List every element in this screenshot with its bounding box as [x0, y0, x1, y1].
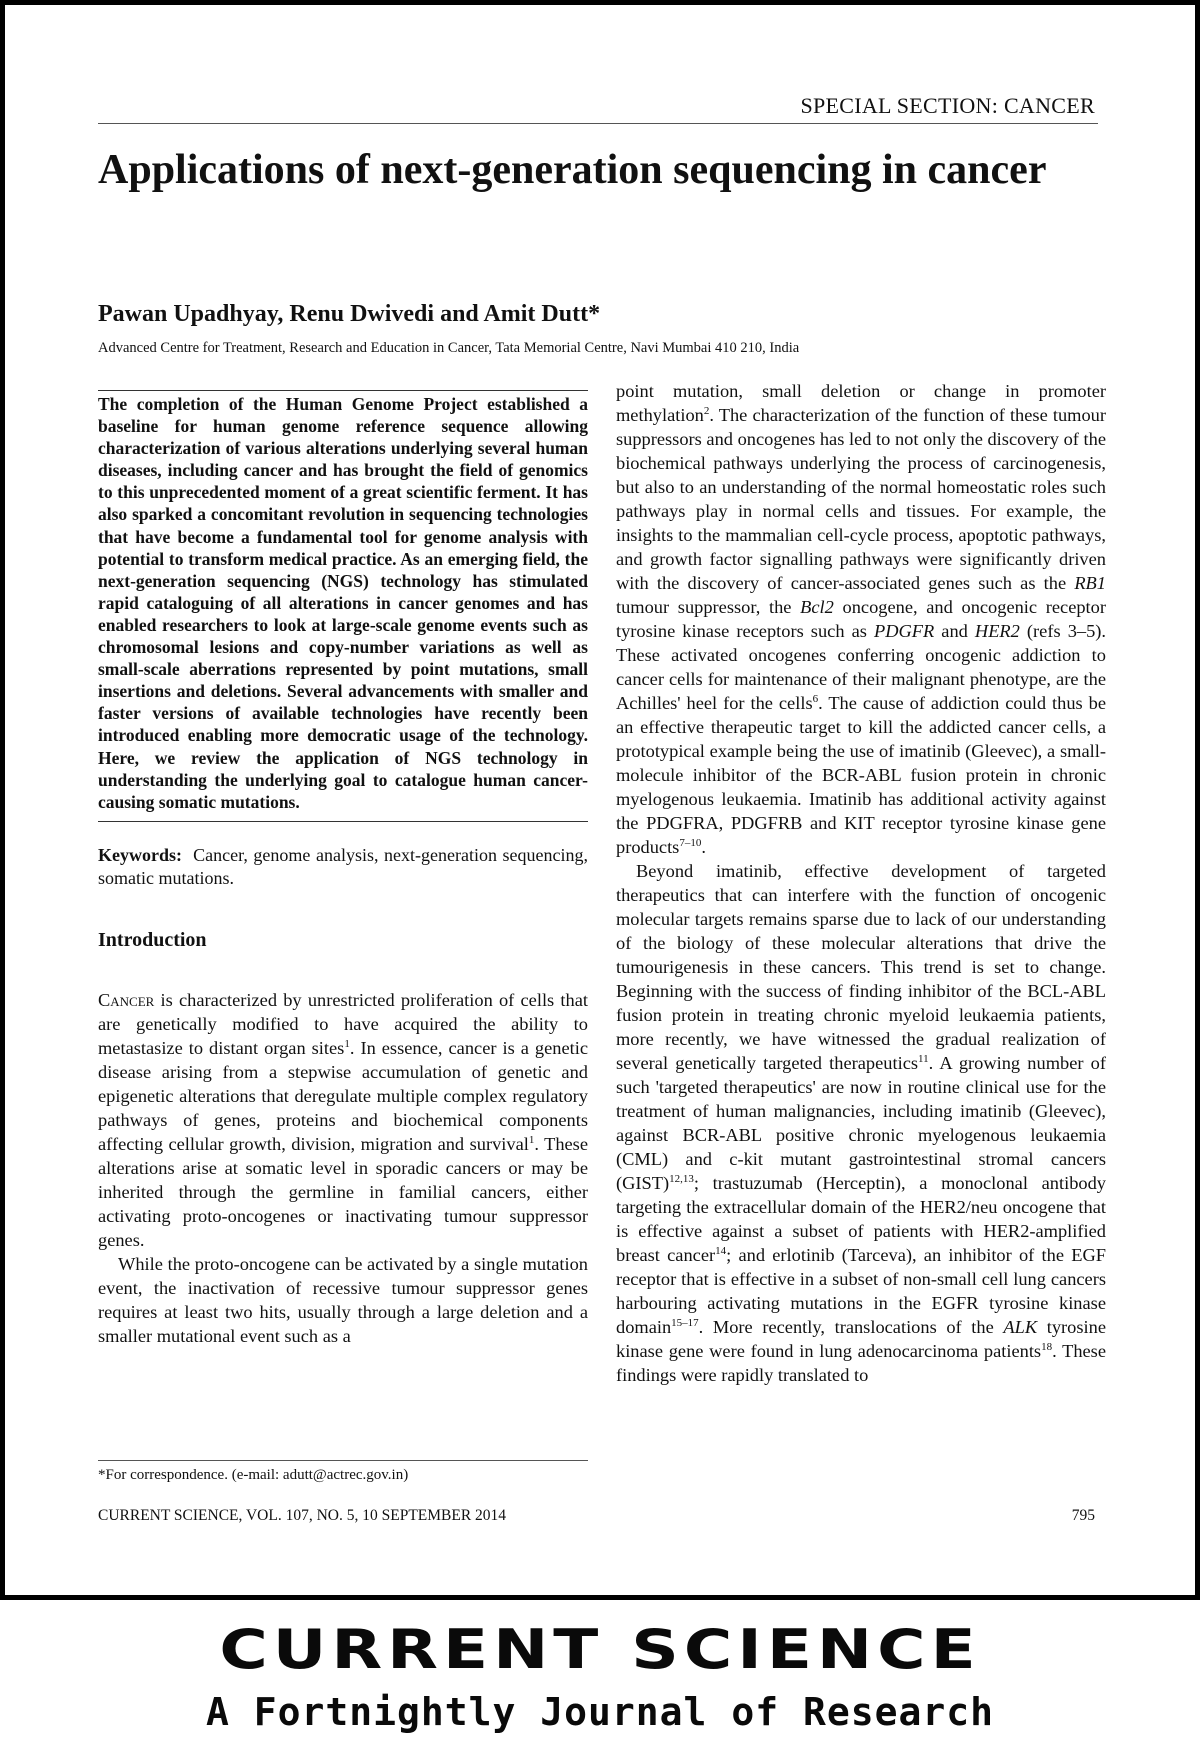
text-run: tyrosine kinase gene were found in lung adenocarcinoma patients	[616, 1317, 1106, 1361]
abstract: The completion of the Human Genome Project established a baseline for human genome reference sequence allowing characterization of various alterations underlying several human diseases, including cancer and has brought the field of genomics to this unprecedented moment of a great scientific ferment. It has also sparked a concomitant revolution in sequencing technologies that have become a fundamental tool for genome analysis with potential to transform medical practice. As an emerging field, the next-generation sequencing (NGS) technology has stimulated rapid cataloguing of all alterations in cancer genomes and has enabled researchers to look at large-scale genome events such as chromosomal lesions and copy-number variations as well as small-scale aberrations represented by point mutations, small insertions and deletions. Several advancements with smaller and faster versions of available technologies have recently been introduced enabling more democratic usage of the technology. Here, we review the application of NGS technology in understanding the underlying goal to catalogue human cancer-causing somatic mutations.	[98, 394, 588, 812]
reference-mark: 12,13	[669, 1172, 694, 1185]
gene-name: HER2	[974, 621, 1020, 641]
body-paragraph-continued	[616, 379, 1106, 859]
text-run: ; and erlotinib (Tarceva), an inhibitor of the EGF receptor that is effective in a subset of non-small cell lung cancers harbouring activating mutations in the EGFR tyrosine kinase domain	[616, 1245, 1106, 1337]
reference-mark: 7–10	[679, 836, 702, 849]
left-column	[98, 390, 588, 1348]
gene-name: ALK	[1003, 1317, 1038, 1337]
body-paragraph-beyond-imatinib	[616, 859, 1106, 1387]
header-rule	[98, 123, 1098, 124]
text-run: (refs 3–5). These activated oncogenes conferring oncogenic addiction to cancer cells for maintenance of their malignant phenotype, are the Achilles' heel for the cells	[616, 621, 1106, 713]
journal-banner-subtitle: A Fortnightly Journal of Research	[206, 1690, 994, 1734]
article-title: Applications of next-generation sequencing in cancer	[98, 147, 1047, 193]
keywords-label: Keywords:	[98, 844, 182, 865]
right-column	[616, 379, 1106, 1387]
text-run: .	[701, 837, 706, 857]
intro-paragraph-2: While the proto-oncogene can be activated by a single mutation event, the inactivation of recessive tumour suppressor genes requires at least two hits, usually through a large deletion and a smaller mutational event such as a	[98, 1253, 588, 1346]
journal-citation: CURRENT SCIENCE, VOL. 107, NO. 5, 10 SEPTEMBER 2014	[98, 1507, 507, 1524]
keywords-text: Cancer, genome analysis, next-generation sequencing, somatic mutations.	[98, 844, 589, 889]
text-run: . The cause of addiction could thus be an effective therapeutic target to kill the addicted cancer cells, a prototypical example being the use of imatinib (Gleevec), a small-molecule inhibitor of the BCR-ABL fusion protein in chronic myelogenous leukaemia. Imatinib has additional activity against the PDGFRA, PDGFRB and KIT receptor tyrosine kinase gene products	[616, 693, 1107, 857]
text-run: . A growing number of such 'targeted therapeutics' are now in routine clinical use for the treatment of human malignancies, including imatinib (Gleevec), against BCR-ABL positive chronic myelogenous leukaemia (CML) and c-kit mutant gastrointestinal stromal cancers (GIST)	[616, 1053, 1106, 1193]
text-run: . In essence, cancer is a genetic disease arising from a stepwise accumulation of genetic and epigenetic alterations that deregulate multiple complex regulatory pathways of genes, proteins and biochemical components affecting cellular growth, division, migration and survival	[98, 1037, 589, 1154]
intro-heading: Introduction	[98, 928, 207, 951]
reference-mark: 2	[703, 404, 710, 417]
text-run: oncogene, and oncogenic receptor tyrosine kinase receptors such as	[616, 597, 1106, 641]
gene-name: Bcl2	[800, 597, 834, 617]
reference-mark: 1	[528, 1133, 535, 1146]
text-run: . More recently, translocations of the	[698, 1317, 1004, 1337]
reference-mark: 11	[918, 1052, 929, 1065]
abstract-rule-bottom	[98, 821, 588, 822]
intro-paragraph-1	[98, 988, 588, 1252]
text-run: point mutation, small deletion or change in promoter methylation	[616, 381, 1106, 425]
text-run: is characterized by unrestricted proliferation of cells that are genetically modified to have acquired the ability to metastasize to distant organ sites	[98, 989, 588, 1058]
reference-mark: 18	[1041, 1340, 1053, 1353]
text-run: . The characterization of the function of these tumour suppressors and oncogenes has led to not only the discovery of the biochemical pathways underlying the process of carcinogenesis, but also to an understanding of the normal homeostatic roles such pathways play in normal cells and tissues. For example, the insights to the mammalian cell-cycle process, apoptotic pathways, and growth factor signalling pathways were significantly driven with the discovery of cancer-associated genes such as the	[616, 405, 1106, 593]
gene-name: PDGFR	[873, 621, 935, 641]
text-run: . These alterations arise at somatic level in sporadic cancers or may be inherited through the germline in familial cancers, either activating proto-oncogenes or inactivating tumour suppressor genes.	[98, 1133, 588, 1250]
journal-banner-title: CURRENT SCIENCE	[219, 1617, 981, 1682]
page-number: 795	[1071, 1507, 1095, 1524]
text-run: Beyond imatinib, effective development of targeted therapeutics that can interfere with the function of oncogenic molecular targets remains sparse due to lack of our understanding of the biology of these molecular alterations that drive the tumourigenesis in these cancers. This trend is set to change. Beginning with the success of finding inhibitor of the BCL-ABL fusion protein in treating chronic myeloid leukaemia patients, more recently, we have witnessed the gradual realization of several genetically targeted therapeutics	[616, 861, 1106, 1073]
article-authors: Pawan Upadhyay, Renu Dwivedi and Amit Dutt*	[98, 301, 601, 327]
keywords	[98, 844, 588, 891]
text-run: ; trastuzumab (Herceptin), a monoclonal antibody targeting the extracellular domain of the HER2/neu oncogene that is effective against a subset of patients with HER2-amplified breast cancer	[616, 1173, 1106, 1265]
author-affiliation: Advanced Centre for Treatment, Research and Education in Cancer, Tata Memorial Centre, Navi Mumbai 410 210, India	[98, 340, 800, 356]
lead-word: Cancer	[98, 989, 155, 1010]
correspondence-footnote: *For correspondence. (e-mail: adutt@actrec.gov.in)	[98, 1467, 409, 1483]
text-run: and	[934, 621, 975, 641]
footnote-rule	[98, 1460, 588, 1461]
gene-name: RB1	[1074, 573, 1106, 593]
text-run: . These findings were rapidly translated to	[616, 1341, 1106, 1385]
text-run: tumour suppressor, the	[616, 597, 801, 617]
reference-mark: 14	[715, 1244, 727, 1257]
reference-mark: 1	[344, 1037, 350, 1050]
reference-mark: 15–17	[671, 1316, 699, 1329]
reference-mark: 6	[812, 692, 819, 705]
section-label: SPECIAL SECTION: CANCER	[800, 93, 1095, 118]
